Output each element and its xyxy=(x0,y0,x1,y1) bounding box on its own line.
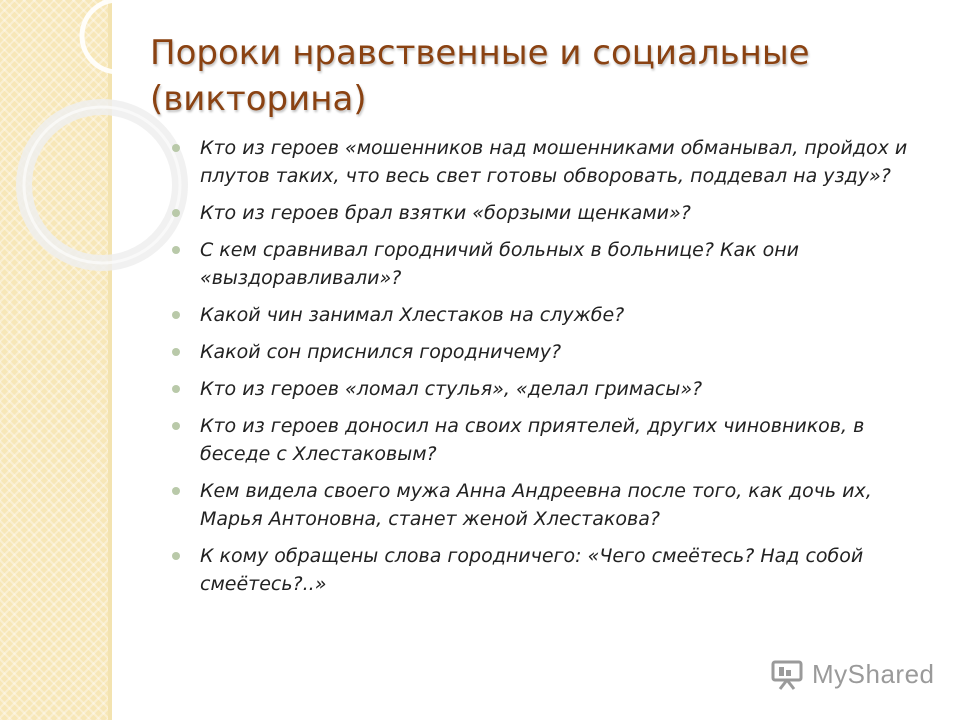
small-ring-shape xyxy=(82,0,154,72)
bullet-icon xyxy=(172,311,180,319)
watermark-text: MyShared xyxy=(812,658,935,689)
bullet-icon xyxy=(172,209,180,217)
myshared-watermark xyxy=(770,654,935,694)
question-item xyxy=(150,412,930,468)
question-item xyxy=(150,301,930,329)
question-text: Какой чин занимал Хлестаков на службе? xyxy=(200,304,625,326)
question-text: Кто из героев «ломал стулья», «делал гримасы»? xyxy=(200,378,703,400)
question-text: Кто из героев брал взятки «борзыми щенками»? xyxy=(200,202,691,224)
question-item xyxy=(150,236,930,292)
bullet-icon xyxy=(172,385,180,393)
question-item xyxy=(150,338,930,366)
question-text: К кому обращены слова городничего: «Чего смеётесь? Над собой смеётесь?..» xyxy=(200,545,864,595)
question-text: Кем видела своего мужа Анна Андреевна после того, как дочь их, Марья Антоновна, станет женой Хлестакова? xyxy=(200,480,872,530)
bullet-icon xyxy=(172,246,180,254)
question-item xyxy=(150,542,930,598)
question-text: Какой сон приснился городничему? xyxy=(200,341,562,363)
question-item xyxy=(150,477,930,533)
bullet-icon xyxy=(172,487,180,495)
question-text: Кто из героев доносил на своих приятелей, других чиновников, в беседе с Хлестаковым? xyxy=(200,415,865,465)
question-list xyxy=(150,134,930,607)
slide-title: Пороки нравственные и социальные (викторина) xyxy=(150,33,810,119)
question-text: Кто из героев «мошенников над мошенниками обманывал, пройдох и плутов таких, что весь свет готовы обворовать, поддевал на узду»? xyxy=(200,137,908,187)
presentation-board-icon xyxy=(770,658,804,690)
question-item xyxy=(150,199,930,227)
bullet-icon xyxy=(172,552,180,560)
bullet-icon xyxy=(172,144,180,152)
question-item xyxy=(150,375,930,403)
bullet-icon xyxy=(172,348,180,356)
question-text: С кем сравнивал городничий больных в больнице? Как они «выздоравливали»? xyxy=(200,239,800,289)
question-item xyxy=(150,134,930,190)
bullet-icon xyxy=(172,422,180,430)
